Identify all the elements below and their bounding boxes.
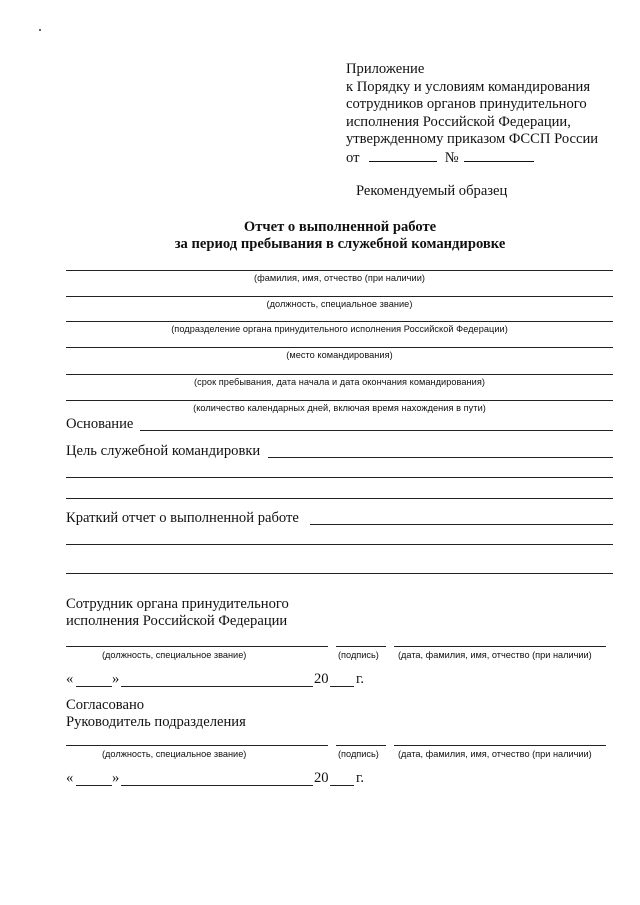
- approval-year-blank[interactable]: [330, 785, 354, 786]
- approval-month-blank[interactable]: [121, 785, 313, 786]
- employee-year-suffix: г.: [356, 671, 364, 687]
- employee-date-fio-line[interactable]: [394, 646, 606, 647]
- appendix-line-5: утвержденному приказом ФССП России: [346, 131, 599, 147]
- appendix-block: [346, 61, 598, 167]
- fio-caption: (фамилия, имя, отчество (при наличии): [254, 273, 425, 283]
- position-caption: (должность, специальное звание): [266, 299, 413, 309]
- employee-quote-close: »: [112, 671, 120, 687]
- appendix-line-3: сотрудников органов принудительного: [346, 96, 587, 112]
- employee-day-blank[interactable]: [76, 686, 112, 687]
- approval-quote-close: »: [112, 770, 120, 786]
- days-caption: (количество календарных дней, включая время нахождения в пути): [193, 403, 486, 413]
- basis-line[interactable]: [140, 430, 613, 431]
- report-label: Краткий отчет о выполненной работе: [66, 510, 299, 526]
- report-extra-line-2[interactable]: [66, 573, 613, 574]
- approval-agreed-label: Согласовано: [66, 697, 145, 713]
- report-line[interactable]: [310, 524, 613, 525]
- appendix-date-number-line: [346, 149, 598, 168]
- appendix-from-label: от: [346, 149, 360, 166]
- employee-signature-caption: (подпись): [338, 650, 379, 660]
- division-caption: (подразделение органа принудительного исполнения Российской Федерации): [171, 324, 508, 334]
- employee-quote-open: «: [66, 671, 74, 687]
- purpose-extra-line-1[interactable]: [66, 477, 613, 478]
- approval-signature-caption: (подпись): [338, 749, 379, 759]
- appendix-line-2: к Порядку и условиям командирования: [346, 78, 591, 95]
- document-title-line-1: Отчет о выполненной работе: [243, 219, 437, 235]
- employee-month-blank[interactable]: [121, 686, 313, 687]
- approval-position-line[interactable]: [66, 745, 328, 746]
- appendix-number-blank[interactable]: [464, 149, 534, 162]
- scan-speck: [39, 29, 41, 31]
- appendix-line-1: Приложение: [346, 61, 425, 77]
- document-title-line-2: за период пребывания в служебной командировке: [174, 236, 506, 252]
- employee-year-prefix: 20: [314, 671, 329, 687]
- approval-quote-open: «: [66, 770, 74, 786]
- approval-day-blank[interactable]: [76, 785, 112, 786]
- appendix-number-label: №: [444, 149, 459, 166]
- approval-date-fio-line[interactable]: [394, 745, 606, 746]
- place-caption: (место командирования): [286, 350, 393, 360]
- purpose-line[interactable]: [268, 457, 613, 458]
- employee-year-blank[interactable]: [330, 686, 354, 687]
- sample-label: Рекомендуемый образец: [356, 183, 508, 199]
- report-extra-line-1[interactable]: [66, 544, 613, 545]
- appendix-line-4: исполнения Российской Федерации,: [346, 113, 571, 130]
- employee-title-line-2: исполнения Российской Федерации: [66, 613, 288, 629]
- division-line[interactable]: [66, 321, 613, 322]
- employee-position-line[interactable]: [66, 646, 328, 647]
- approval-head-label: Руководитель подразделения: [66, 714, 246, 730]
- employee-title-line-1: Сотрудник органа принудительного: [66, 596, 289, 612]
- approval-year-suffix: г.: [356, 770, 364, 786]
- approval-year-prefix: 20: [314, 770, 329, 786]
- approval-signature-line[interactable]: [336, 745, 386, 746]
- approval-date-fio-caption: (дата, фамилия, имя, отчество (при наличии): [398, 749, 592, 759]
- employee-date-fio-caption: (дата, фамилия, имя, отчество (при наличии): [398, 650, 592, 660]
- employee-position-caption: (должность, специальное звание): [102, 650, 247, 660]
- position-line[interactable]: [66, 296, 613, 297]
- approval-position-caption: (должность, специальное звание): [102, 749, 247, 759]
- days-line[interactable]: [66, 400, 613, 401]
- fio-line[interactable]: [66, 270, 613, 271]
- place-line[interactable]: [66, 347, 613, 348]
- purpose-label: Цель служебной командировки: [66, 443, 261, 459]
- appendix-date-blank[interactable]: [369, 149, 437, 162]
- basis-label: Основание: [66, 416, 134, 432]
- purpose-extra-line-2[interactable]: [66, 498, 613, 499]
- period-line[interactable]: [66, 374, 613, 375]
- employee-signature-line[interactable]: [336, 646, 386, 647]
- period-caption: (срок пребывания, дата начала и дата окончания командирования): [194, 377, 485, 387]
